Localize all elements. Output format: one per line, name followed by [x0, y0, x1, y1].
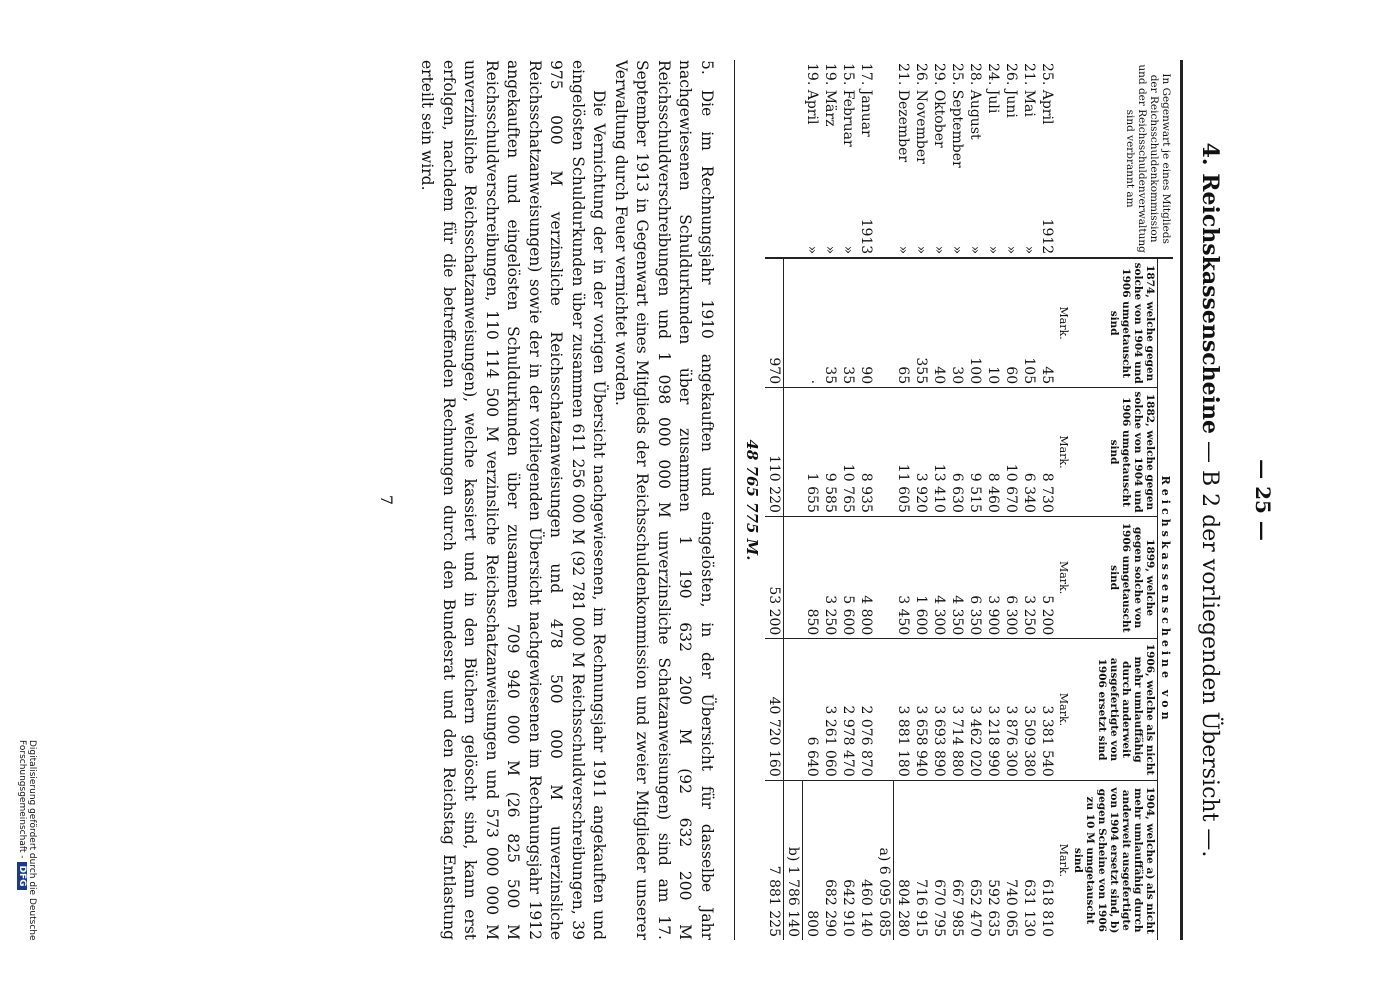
row-value: 631 130: [1020, 780, 1038, 940]
row-date-year: »: [949, 245, 965, 255]
row-date-year: »: [804, 245, 820, 255]
row-value: 3 509 380: [1020, 639, 1038, 780]
row-date-day: 21. Mai: [1021, 63, 1037, 117]
row-value: 9 515: [966, 388, 984, 517]
row-value: 4 350: [948, 516, 966, 638]
row-value: 8 460: [984, 388, 1002, 517]
row-value: 6 630: [948, 388, 966, 517]
row-value: 667 985: [948, 780, 966, 940]
subtotal-a: a) 6 095 085: [875, 780, 894, 940]
row-date-day: 25. September: [949, 63, 965, 168]
banknotes-table: [765, 60, 1173, 940]
digitization-notice: [17, 740, 37, 1000]
row-date: [984, 60, 1002, 258]
row-date-day: 24. Juli: [985, 63, 1001, 114]
col-header-1906: 1906, welche als nicht mehr umlauffähig durch anderweit ausgefertigte von 1906 ersetzt sind: [1071, 639, 1158, 780]
row-date-year: »: [822, 245, 838, 255]
section-title-main: 4. Reichskassenscheine: [1197, 142, 1223, 435]
row-date-day: 26. Juni: [1003, 63, 1019, 118]
row-date-year: »: [1021, 245, 1037, 255]
row-value: ·: [804, 379, 820, 385]
row-value: 8 730: [1038, 388, 1056, 517]
row-date-day: 19. April: [804, 63, 820, 125]
row-date: [857, 60, 875, 258]
col-header-1899: 1899, welche gegen solche von 1906 umgetauscht sind: [1071, 516, 1158, 638]
table-row: [803, 60, 822, 940]
row-date: [966, 60, 984, 258]
row-date: [912, 60, 930, 258]
subtotal-b: b) 1 786 140: [784, 780, 803, 940]
row-value: 3 250: [1020, 516, 1038, 638]
row-value: 2 978 470: [839, 639, 857, 780]
row-date-year: 1913: [858, 218, 874, 255]
row-date-day: 28. August: [967, 63, 983, 140]
row-value: 5 200: [1038, 516, 1056, 638]
row-value: 5 600: [839, 516, 857, 638]
row-date: [1002, 60, 1020, 258]
table-row: [966, 60, 984, 940]
row-value: 6 640: [803, 639, 822, 780]
row-date-day: 17. Januar: [858, 63, 874, 137]
row-value: 10: [985, 366, 1001, 385]
row-date: [948, 60, 966, 258]
row-date: [1020, 60, 1038, 258]
totals-row: [765, 60, 784, 940]
table-row: [1038, 60, 1056, 940]
page-number: — 25 —: [1251, 459, 1275, 541]
row-value: 850: [803, 516, 822, 638]
row-value: 6 300: [1002, 516, 1020, 638]
unit-label: Mark.: [1056, 516, 1071, 638]
row-value: 1 655: [803, 388, 822, 517]
row-value: 3 462 020: [966, 639, 984, 780]
subtotal-b-row: [784, 60, 803, 940]
row-value: 716 915: [912, 780, 930, 940]
row-value: 105: [1021, 357, 1037, 385]
row-date-year: »: [895, 245, 911, 255]
row-value: 804 280: [894, 780, 913, 940]
row-value: 3 381 540: [1038, 639, 1056, 780]
digitization-text: Digitalisierung gefördert durch die Deutsche Forschungsgemeinschaft -: [17, 740, 37, 941]
column-total: 53 200: [765, 516, 784, 638]
table-row: [1002, 60, 1020, 940]
row-date: [803, 60, 822, 258]
row-value: 3 658 940: [912, 639, 930, 780]
column-total: 110 220: [765, 388, 784, 517]
row-value: 3 250: [821, 516, 839, 638]
row-date-day: 29. Oktober: [931, 63, 947, 148]
column-total: 40 720 160: [765, 639, 784, 780]
row-value: 8 935: [857, 388, 875, 517]
unit-label: Mark.: [1056, 388, 1071, 517]
subtotal-a-row: [875, 60, 894, 940]
row-value: 740 065: [1002, 780, 1020, 940]
row-date-day: 25. April: [1039, 63, 1055, 125]
row-value: 9 585: [821, 388, 839, 517]
dfg-logo: DFG: [17, 862, 27, 889]
row-date: [1038, 60, 1056, 258]
table-row: [1020, 60, 1038, 940]
paragraph-5: 5. Die im Rechnungsjahr 1910 angekauften und eingelösten, in der Übersicht für dasselbe Jahr nachgewiesenen Schuldurkunden über zusammen 1 190 632 200 M (92 632 200 M Reichsschuldverschreibungen und 1 098 000 000 M unverzinsliche Schatzanweisungen) sind am 17. September 1913 in Gegenwart eines Mitglieds der Reichsschuldenkommission und zweier Mitglieder unserer Verwaltung durch Feuer vernichtet worden.: [612, 60, 716, 940]
row-value: 3 881 180: [894, 639, 913, 780]
unit-label: Mark.: [1057, 306, 1070, 340]
row-value: 11 605: [894, 388, 913, 517]
row-value: 682 290: [821, 780, 839, 940]
row-value: 3 218 990: [984, 639, 1002, 780]
row-value: 3 876 300: [1002, 639, 1020, 780]
row-value: 40: [931, 366, 947, 385]
row-value: 3 693 890: [930, 639, 948, 780]
paragraph-vernichtung: Die Vernichtung der in der vorigen Übersicht nachgewiesenen, im Rechnungsjahr 1911 angekauften und eingelösten Schuldurkunden über zusammen 611 256 000 M (92 781 000 M Reichsschuldverschreibungen, 39 975 000 M verzinsliche Reichsschatzanweisungen und 478 500 000 M unverzinsliche Reichsschatzanweisungen) sowie der in der vorliegenden Übersicht nachgewiesenen im Rechnungsjahr 1912 angekauften und eingelösten Schuldurkunden über zusammen 709 940 000 M (26 825 500 M Reichsschuldverschreibungen, 110 114 500 M verzinsliche Reichsschatzanweisungen und 573 000 000 M unverzinsliche Reichsschatzanweisungen), welche kassiert und in den Büchern gelöscht sind, kann erst erfolgen, nachdem für die betreffenden Rechnungen durch den Bundesrat und den Reichstag Entlastung erteilt sein wird.: [418, 60, 609, 940]
row-value: 800: [803, 780, 822, 940]
row-date-day: 21. Dezember: [895, 63, 911, 163]
row-value: 13 410: [930, 388, 948, 517]
table-row: [948, 60, 966, 940]
row-date: [930, 60, 948, 258]
row-value: 10 670: [1002, 388, 1020, 517]
row-date-year: »: [931, 245, 947, 255]
row-date-year: »: [985, 245, 1001, 255]
col-header-1904: 1904, welche a) als nicht mehr umlauffähig durch anderweit ausgefertigte von 1904 ersetzt sind, b) gegen Scheine von 1906 zu 10 M umgetauscht sind: [1071, 780, 1158, 940]
row-value: 670 795: [930, 780, 948, 940]
row-value: 3 450: [894, 516, 913, 638]
table-row: [857, 60, 875, 940]
unit-label: Mark.: [1056, 639, 1071, 780]
row-value: 45: [1039, 366, 1055, 385]
row-value: 592 635: [984, 780, 1002, 940]
unit-label: Mark.: [1056, 780, 1071, 940]
row-value: 6 350: [966, 516, 984, 638]
row-value: 35: [840, 366, 856, 385]
row-date-year: »: [967, 245, 983, 255]
table-row: [912, 60, 930, 940]
row-date: [821, 60, 839, 258]
text-block: [416, 60, 717, 940]
footer-signature-number: 7: [377, 494, 396, 506]
section-title-suffix: — B 2 der vorliegenden Übersicht —.: [1197, 441, 1222, 858]
table-row: [930, 60, 948, 940]
row-date-year: »: [840, 245, 856, 255]
row-date: [839, 60, 857, 258]
row-value: 4 300: [930, 516, 948, 638]
top-rule: [1180, 60, 1183, 940]
row-value: 100: [967, 357, 983, 385]
row-date: [894, 60, 913, 258]
row-value: 3 900: [984, 516, 1002, 638]
row-value: 90: [858, 366, 874, 385]
row-value: 652 470: [966, 780, 984, 940]
section-title: [1197, 0, 1223, 1000]
row-date-day: 19. März: [822, 63, 838, 127]
col-header-1882: 1882, welche gegen solche von 1904 und 1906 umgetauscht sind: [1071, 388, 1158, 517]
row-value: 10 765: [839, 388, 857, 517]
table-row: [984, 60, 1002, 940]
column-total: 7 881 225: [765, 780, 784, 940]
row-date-year: 1912: [1039, 218, 1055, 255]
table-row: [839, 60, 857, 940]
row-value: 1 600: [912, 516, 930, 638]
row-value: 60: [1003, 366, 1019, 385]
row-date-day: 15. Februar: [840, 63, 856, 147]
row-value: 2 076 870: [857, 639, 875, 780]
grand-total: 48 765 775 M.: [743, 439, 761, 561]
row-value: 30: [949, 366, 965, 385]
date-column-header: In Gegenwart je eines Mitglieds der Reichsschuldenkommission und der Reichsschuldenverwaltung sind verbrannt am: [1071, 60, 1173, 258]
row-value: 3 261 060: [821, 639, 839, 780]
row-date-year: »: [1003, 245, 1019, 255]
row-value: 642 910: [839, 780, 857, 940]
row-value: 4 800: [857, 516, 875, 638]
row-value: 3 920: [912, 388, 930, 517]
column-total: 970: [765, 258, 784, 387]
row-value: 6 340: [1020, 388, 1038, 517]
row-date-day: 26. November: [913, 63, 929, 164]
row-value: 460 140: [857, 780, 875, 940]
row-date-year: »: [913, 245, 929, 255]
col-header-1874: 1874, welche gegen solche von 1904 und 1906 umgetauscht sind: [1108, 262, 1156, 384]
row-value: 618 810: [1038, 780, 1056, 940]
table-row: [894, 60, 913, 940]
group-header: Reichskassenscheine von: [1158, 258, 1174, 940]
row-value: 35: [822, 366, 838, 385]
table-row: [821, 60, 839, 940]
row-value: 65: [895, 366, 911, 385]
separator-rule: [734, 60, 735, 940]
row-value: 3 714 880: [948, 639, 966, 780]
row-value: 355: [913, 357, 929, 385]
